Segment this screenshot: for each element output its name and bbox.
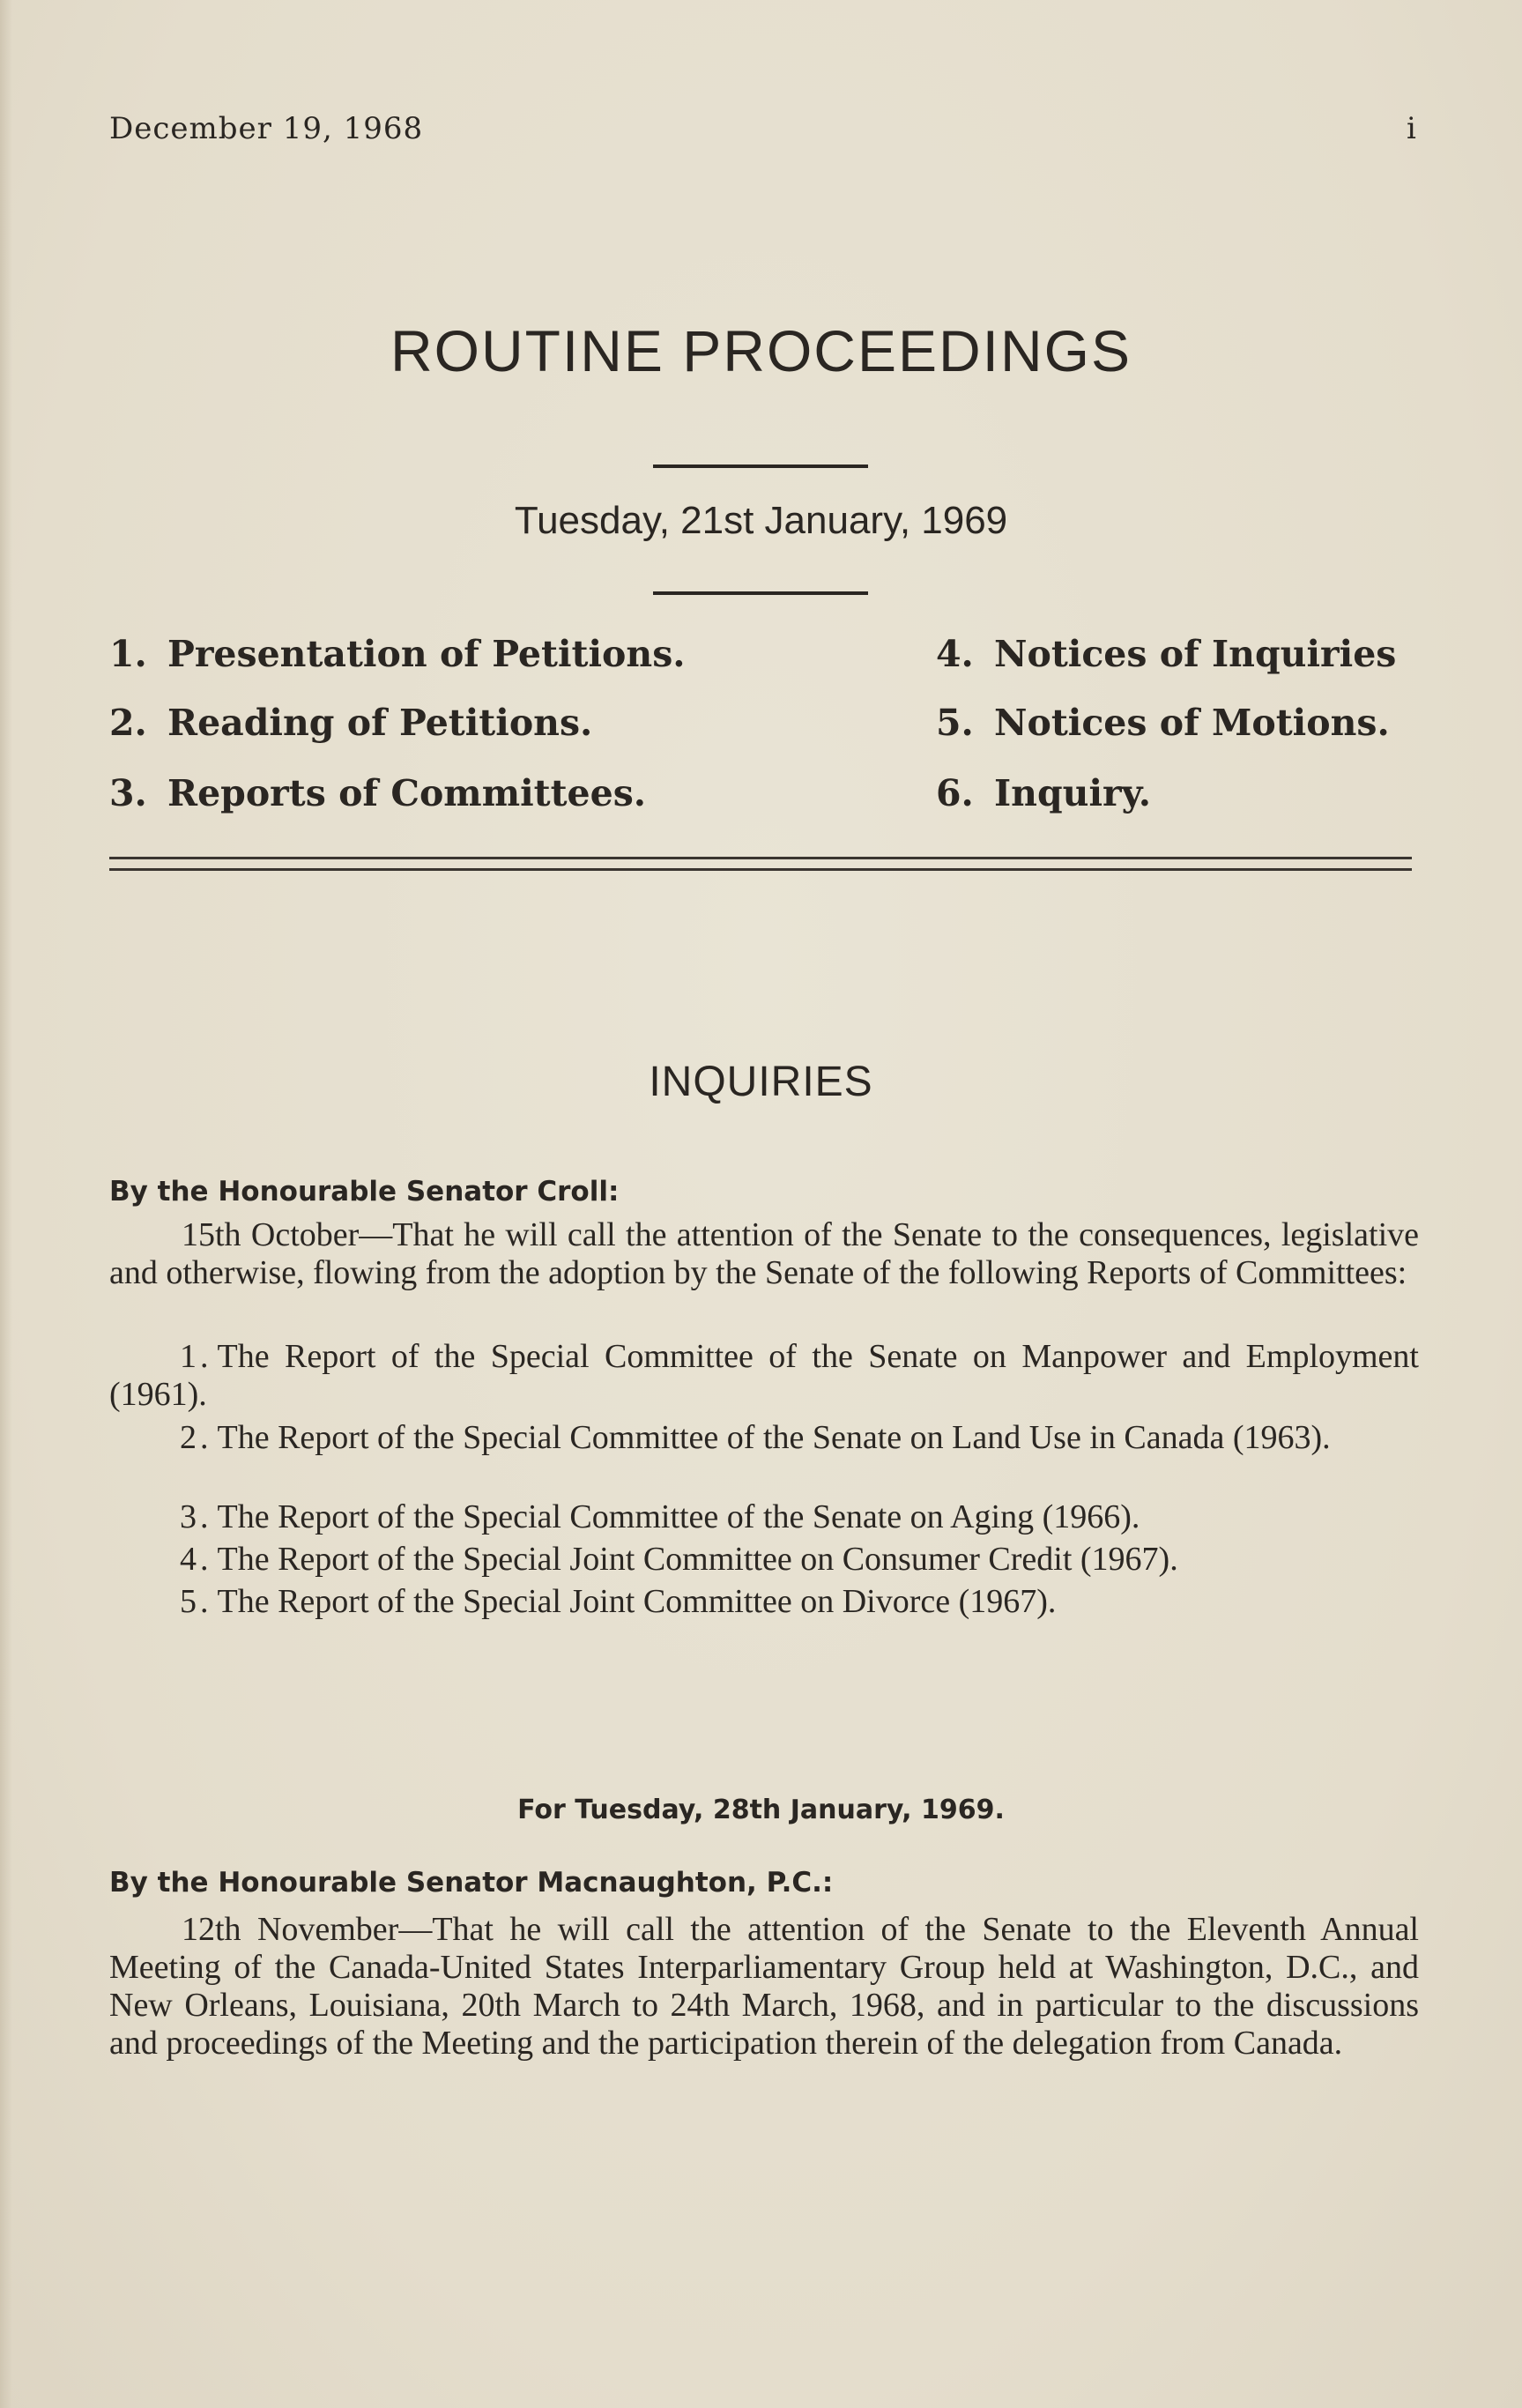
- order-item: [109, 633, 686, 675]
- report-item-number: 2.: [180, 1419, 212, 1456]
- order-item: [109, 702, 592, 744]
- order-item-number: 5.: [936, 702, 974, 744]
- order-item-label: Reports of Committees.: [167, 772, 647, 814]
- page-title: ROUTINE PROCEEDINGS: [390, 318, 1132, 383]
- report-list-item: [109, 1583, 1419, 1621]
- report-item-text: The Report of the Special Committee of the Senate on Aging (1966).: [217, 1498, 1140, 1535]
- divider-rule-bottom: [653, 591, 868, 595]
- divider-rule-top: [653, 465, 868, 468]
- order-item-label: Reading of Petitions.: [167, 702, 593, 744]
- sitting-date: Tuesday, 21st January, 1969: [514, 499, 1008, 542]
- order-item-number: 4.: [936, 633, 974, 675]
- report-item-number: 1.: [180, 1338, 212, 1375]
- order-item-number: 2.: [109, 702, 147, 744]
- order-item: [936, 702, 1390, 744]
- order-item-label: Presentation of Petitions.: [167, 633, 686, 675]
- senator-byline: By the Honourable Senator Croll:: [109, 1176, 620, 1208]
- report-item-text: The Report of the Special Joint Committee on Divorce (1967).: [217, 1583, 1057, 1620]
- report-item-number: 5.: [180, 1583, 212, 1620]
- inquiry-text: 12th November—That he will call the attention of the Senate to the Eleventh Annual Meeting of the Canada-United States Interparliamentary Group held at Washington, D.C., and New Orleans, Louisiana, 20th March to 24th March, 1968, and in particular to the discussions and proceedings of the Meeting and the participation therein of the delegation from Canada.: [109, 1911, 1419, 2062]
- inquiry-text: 15th October—That he will call the attention of the Senate to the consequences, legislative and otherwise, flowing from the adoption by the Senate of the following Reports of Committees:: [109, 1216, 1419, 1291]
- report-item-number: 4.: [180, 1541, 212, 1578]
- section-heading-inquiries: INQUIRIES: [649, 1059, 873, 1105]
- order-item-label: Inquiry.: [994, 772, 1152, 814]
- senator-byline: By the Honourable Senator Macnaughton, P.C.:: [109, 1867, 834, 1899]
- report-item-text: The Report of the Special Committee of the Senate on Land Use in Canada (1963).: [217, 1419, 1331, 1456]
- order-item: [109, 772, 646, 814]
- order-item: [936, 772, 1151, 814]
- report-list-item: [109, 1541, 1419, 1579]
- report-list-item: [109, 1338, 1419, 1414]
- order-item-label: Notices of Inquiries: [994, 633, 1397, 675]
- report-list-item: [109, 1419, 1419, 1457]
- report-list-item: [109, 1498, 1419, 1536]
- for-date-line: For Tuesday, 28th January, 1969.: [517, 1795, 1005, 1825]
- order-item-label: Notices of Motions.: [994, 702, 1390, 744]
- page-number: i: [1407, 111, 1416, 146]
- order-item-number: 6.: [936, 772, 974, 814]
- order-item-number: 3.: [109, 772, 147, 814]
- order-item: [936, 633, 1396, 675]
- report-item-text: The Report of the Special Joint Committee on Consumer Credit (1967).: [217, 1541, 1178, 1578]
- header-date: December 19, 1968: [109, 111, 424, 146]
- report-item-number: 3.: [180, 1498, 212, 1535]
- report-item-text: The Report of the Special Committee of the Senate on Manpower and Employment (1961).: [109, 1338, 1419, 1413]
- double-rule-divider: [109, 857, 1412, 871]
- order-item-number: 1.: [109, 633, 147, 675]
